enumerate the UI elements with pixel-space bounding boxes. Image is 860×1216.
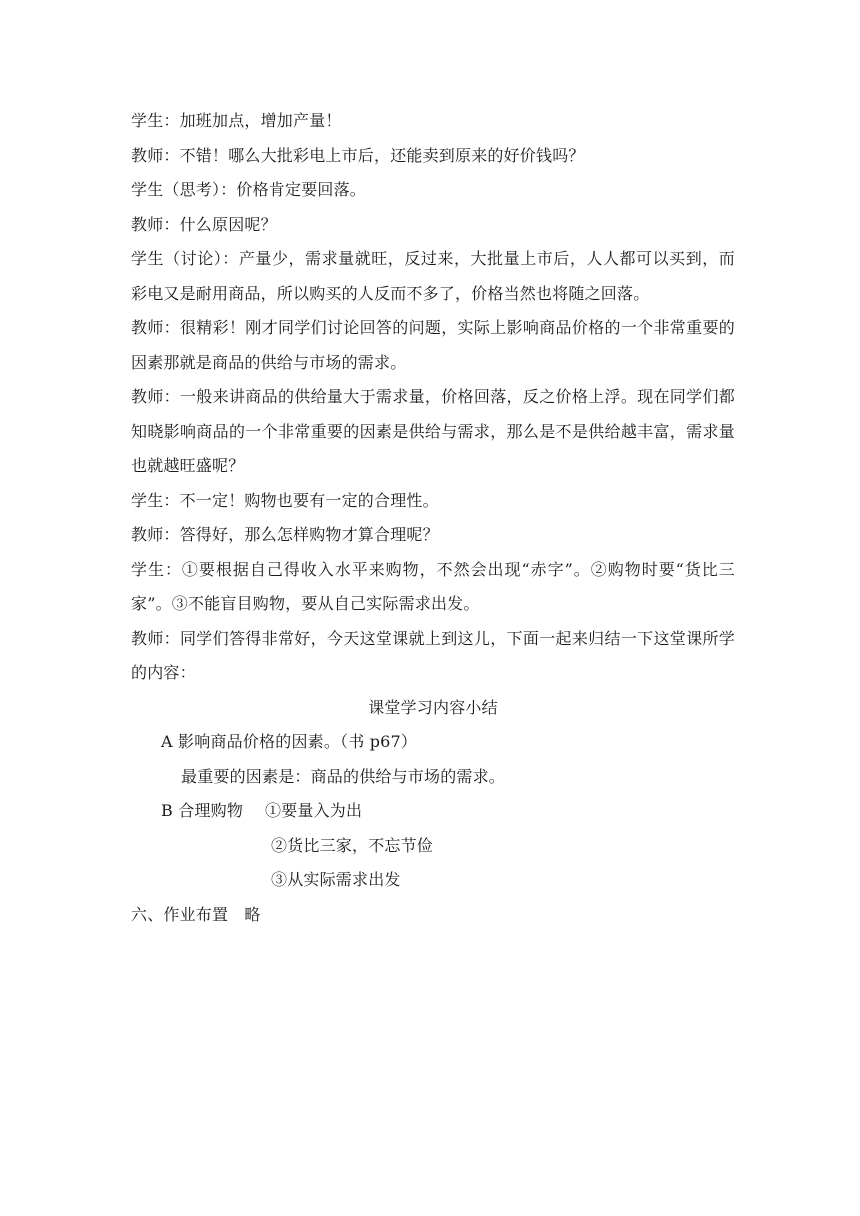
summary-section-b-item: ①要量入为出 (265, 801, 363, 820)
dialogue-line: 学生：加班加点，增加产量！ (131, 111, 342, 130)
dialogue-line: 教师：一般来讲商品的供给量大于需求量，价格回落，反之价格上浮。现在同学们都知晓影响商品的一个非常重要的因素是供给与需求，那么是不是供给越丰富，需求量也就越旺盛呢？ (131, 387, 735, 475)
document-body (131, 104, 735, 932)
summary-section-b-item: ③从实际需求出发 (271, 870, 401, 889)
dialogue-line: 学生（思考）：价格肯定要回落。 (131, 180, 367, 199)
dialogue-line: 学生（讨论）：产量少，需求量就旺，反过来，大批量上市后，人人都可以买到，而彩电又是耐用商品，所以购买的人反而不多了，价格当然也将随之回落。 (131, 249, 735, 303)
dialogue-line: 教师：不错！哪么大批彩电上市后，还能卖到原来的好价钱吗？ (131, 145, 585, 165)
summary-section-b-heading: B 合理购物 (161, 801, 244, 820)
dialogue-line: 教师：答得好，那么怎样购物才算合理呢？ (131, 525, 439, 544)
summary-section-a-detail: 最重要的因素是：商品的供给与市场的需求。 (181, 766, 506, 786)
summary-section-b (131, 794, 735, 829)
summary-section-a-heading: A 影响商品价格的因素。（书 p67） (161, 732, 418, 751)
summary-section-b-item: ②货比三家，不忘节俭 (271, 835, 434, 855)
summary-title: 课堂学习内容小结 (368, 697, 498, 717)
dialogue-line: 教师：什么原因呢？ (131, 214, 277, 234)
dialogue-line: 学生：①要根据自己得收入水平来购物，不然会出现“赤字”。②购物时要“货比三家”。③不能盲目购物，要从自己实际需求出发。 (131, 559, 735, 613)
dialogue-line: 教师：很精彩！刚才同学们讨论回答的问题，实际上影响商品价格的一个非常重要的因素那就是商品的供给与市场的需求。 (131, 318, 735, 372)
dialogue-line: 学生：不一定！购物也要有一定的合理性。 (131, 490, 439, 510)
dialogue-line: 教师：同学们答得非常好，今天这堂课就上到这儿，下面一起来归结一下这堂课所学的内容： (131, 628, 735, 682)
assignment-line: 六、作业布置 略 (131, 904, 261, 924)
